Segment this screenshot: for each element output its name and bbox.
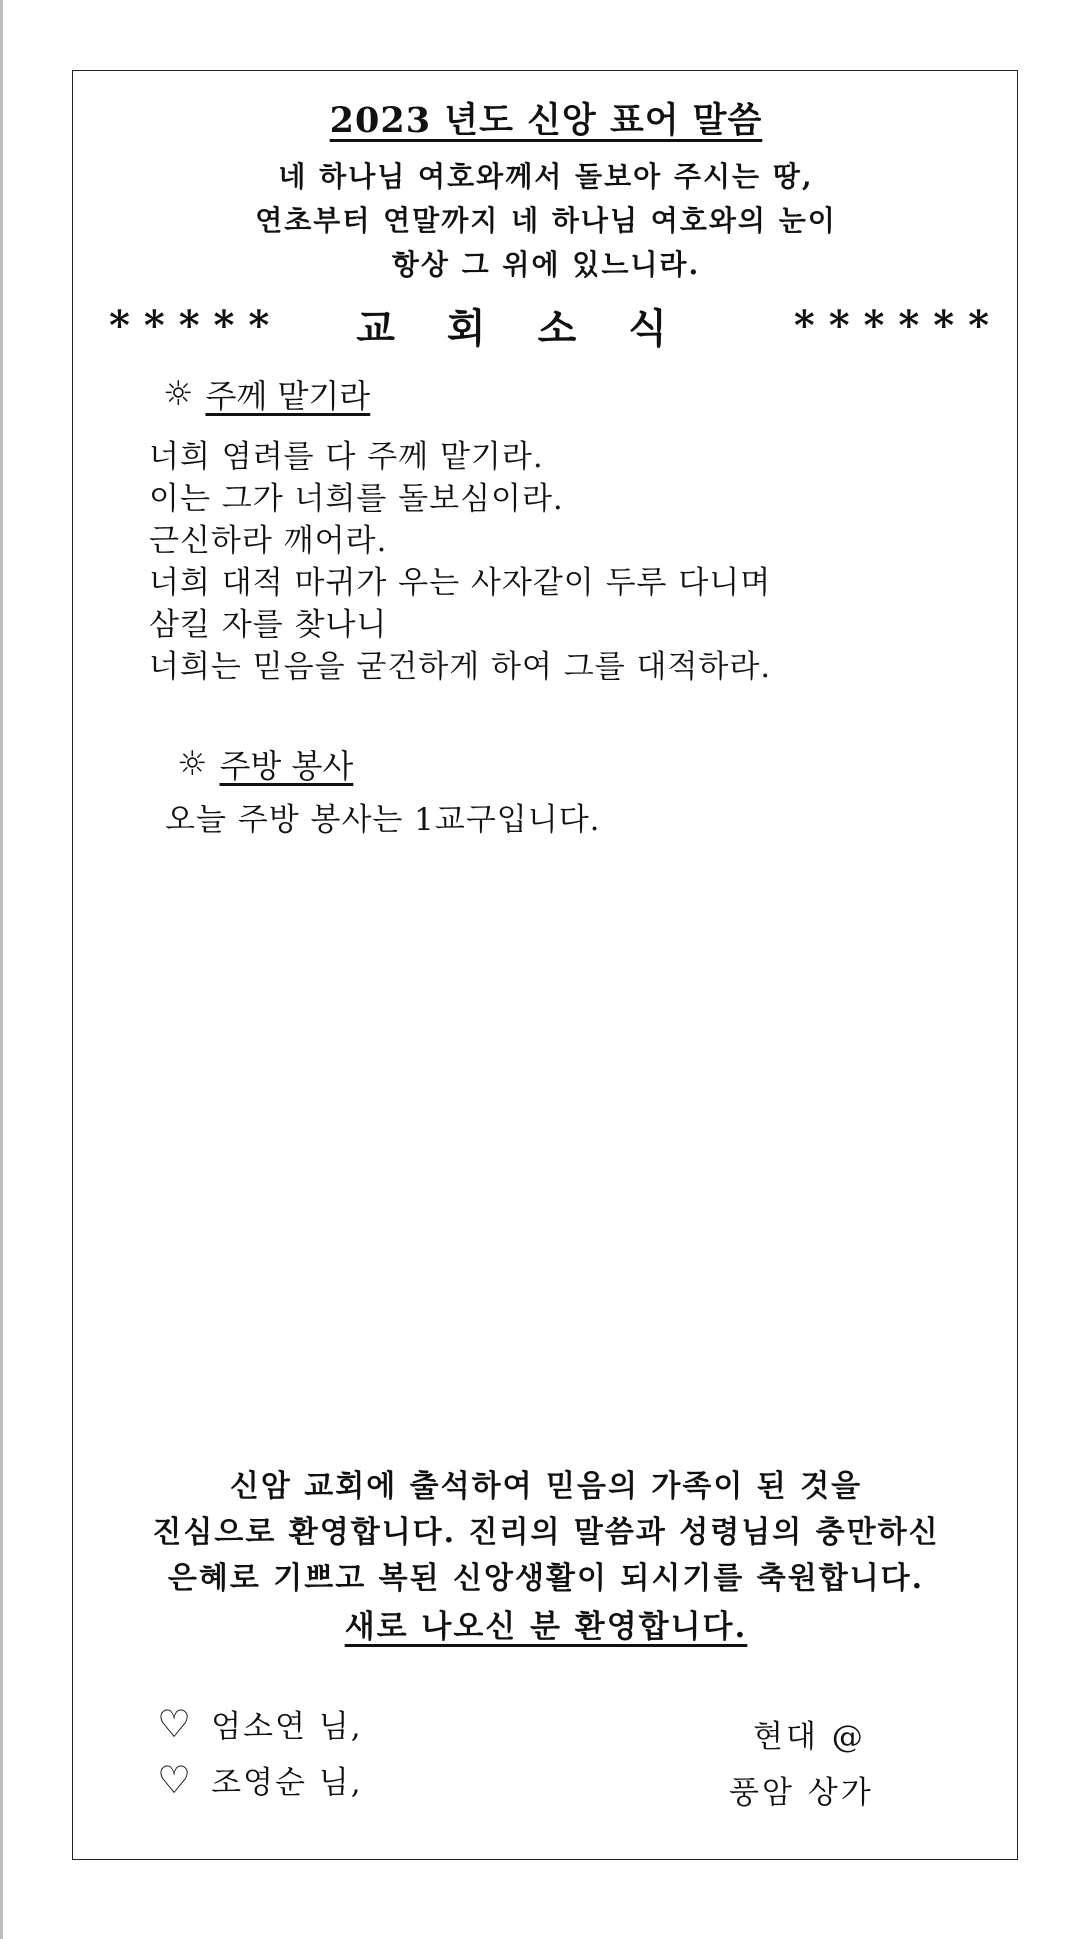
stars-left: * * * * * [109, 302, 270, 349]
verse-line: 네 하나님 여호와께서 돌보아 주시는 땅, [278, 160, 814, 193]
member-place: 풍암 상가 [729, 1775, 874, 1811]
heart-icon: ♡ [157, 1701, 194, 1746]
new-member-1 [157, 1701, 363, 1746]
section-heading-label: 주방 봉사 [219, 747, 354, 785]
verse-line: 연초부터 연말까지 네 하나님 여호와의 눈이 [255, 204, 837, 237]
new-members-heading [73, 1601, 1019, 1646]
welcome-line: 신암 교회에 출석하여 믿음의 가족이 된 것을 [229, 1469, 863, 1504]
section-body-entrust [149, 436, 771, 688]
welcome-message [73, 1464, 1019, 1602]
welcome-line: 진심으로 환영합니다. 진리의 말씀과 성령님의 충만하신 [152, 1515, 940, 1550]
body-line: 너희는 믿음을 굳건하게 하여 그를 대적하라. [149, 649, 772, 685]
church-news-header [109, 297, 989, 354]
body-line: 삼킬 자를 찾나니 [149, 607, 388, 643]
stars-right: * * * * * * [793, 302, 989, 349]
section-heading-entrust [163, 371, 370, 417]
new-members-heading-text: 새로 나오신 분 환영합니다. [344, 1609, 748, 1645]
page-edge [0, 0, 3, 1939]
welcome-line: 은혜로 기쁘고 복된 신앙생활이 되시기를 축원합니다. [167, 1561, 925, 1596]
new-member-2 [157, 1757, 363, 1802]
yearly-motto-title-text: 2023 년도 신앙 표어 말씀 [329, 100, 763, 141]
section-heading-kitchen [177, 741, 353, 787]
bulletin-frame [72, 70, 1018, 1860]
heart-icon: ♡ [157, 1757, 194, 1802]
member-place: 현대 @ [753, 1719, 866, 1755]
sun-icon: ☼ [163, 374, 194, 414]
sun-icon: ☼ [177, 744, 208, 784]
member-name: 조영순 님, [211, 1765, 363, 1801]
section-body-kitchen [165, 799, 601, 841]
body-line: 오늘 주방 봉사는 1교구입니다. [165, 802, 601, 838]
body-line: 너희 대적 마귀가 우는 사자같이 두루 다니며 [149, 565, 772, 601]
member-name: 엄소연 님, [211, 1709, 363, 1745]
body-line: 이는 그가 너희를 돌보심이라. [149, 481, 564, 517]
motto-verse [73, 155, 1019, 287]
body-line: 근신하라 깨어라. [149, 523, 388, 559]
verse-line: 항상 그 위에 있느니라. [391, 248, 701, 281]
yearly-motto-title [73, 93, 1019, 143]
section-heading-label: 주께 맡기라 [205, 377, 371, 415]
body-line: 너희 염려를 다 주께 맡기라. [149, 439, 544, 475]
church-news-title: 교회소식 [356, 305, 719, 352]
